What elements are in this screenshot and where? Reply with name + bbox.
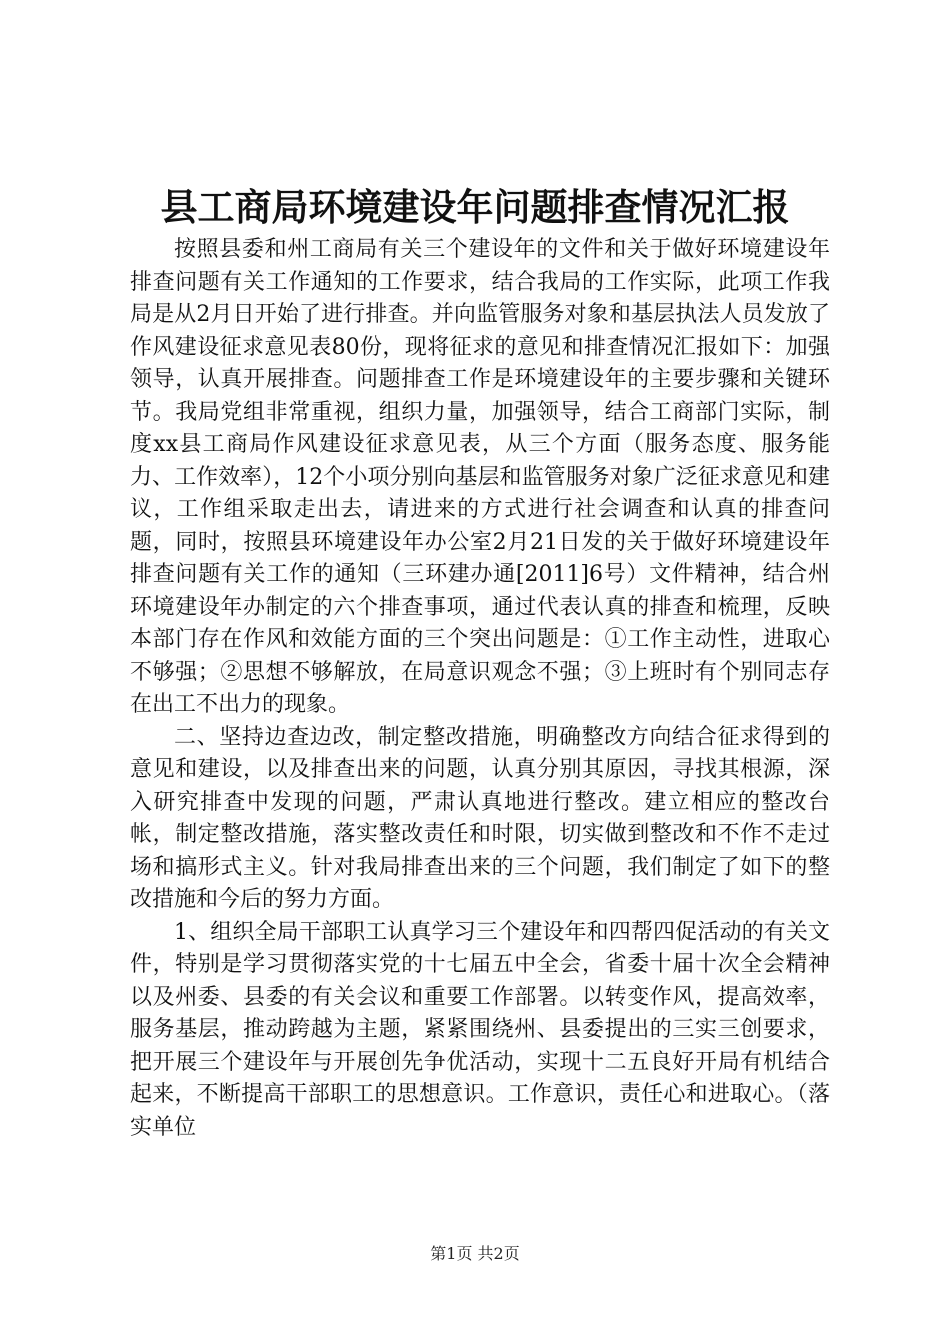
body-paragraph-1: 按照县委和州工商局有关三个建设年的文件和关于做好环境建设年排查问题有关工作通知的工作要求，结合我局的工作实际，此项工作我局是从2月日开始了进行排查。并向监管服务对象和基层执法人员发放了作风建设征求意见表80份，现将征求的意见和排查情况汇报如下：加强领导，认真开展排查。问题排查工作是环境建设年的主要步骤和关键环节。我局党组非常重视，组织力量，加强领导，结合工商部门实际，制度xx县工商局作风建设征求意见表，从三个方面（服务态度、服务能力、工作效率），12个小项分别向基层和监管服务对象广泛征求意见和建议，工作组采取走出去，请进来的方式进行社会调查和认真的排查问题，同时，按照县环境建设年办公室2月21日发的关于做好环境建设年排查问题有关工作的通知（三环建办通[2011]6号）文件精神，结合州环境建设年办制定的六个排查事项，通过代表认真的排查和梳理，反映本部门存在作风和效能方面的三个突出问题是：①工作主动性，进取心不够强；②思想不够解放，在局意识观念不强；③上班时有个别同志存在出工不出力的现象。 bbox=[130, 237, 830, 717]
document-body bbox=[130, 234, 830, 1144]
body-paragraph-3: 1、组织全局干部职工认真学习三个建设年和四帮四促活动的有关文件，特别是学习贯彻落实党的十七届五中全会，省委十届十次全会精神以及州委、县委的有关会议和重要工作部署。以转变作风，提高效率，服务基层，推动跨越为主题，紧紧围绕州、县委提出的三实三创要求，把开展三个建设年与开展创先争优活动，实现十二五良好开局有机结合起来，不断提高干部职工的思想意识。工作意识，责任心和进取心。（落实单位 bbox=[130, 919, 830, 1140]
body-paragraph-2: 二、坚持边查边改，制定整改措施，明确整改方向结合征求得到的意见和建设，以及排查出来的问题，认真分别其原因，寻找其根源，深入研究排查中发现的问题，严肃认真地进行整改。建立相应的整改台帐，制定整改措施，落实整改责任和时限，切实做到整改和不作不走过场和搞形式主义。针对我局排查出来的三个问题，我们制定了如下的整改措施和今后的努力方面。 bbox=[130, 724, 830, 912]
document-title: 县工商局环境建设年问题排查情况汇报 bbox=[160, 185, 790, 229]
page-number-footer: 第1页 共2页 bbox=[430, 1244, 520, 1263]
